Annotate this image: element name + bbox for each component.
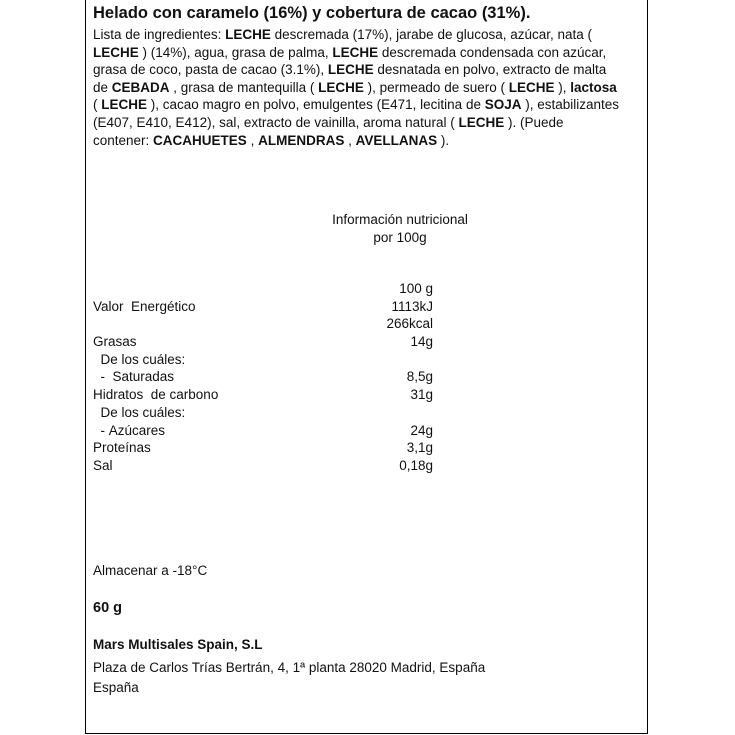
ingredient-text: descremada (17%), jarabe de glucosa, azúcar, nata ( (270, 27, 593, 42)
nutrient-name: - Azúcares (93, 422, 166, 438)
nutrition-row (93, 439, 433, 457)
ingredients-list (93, 26, 621, 149)
company-name: Mars Multisales Spain, S.L (93, 637, 263, 652)
nutrient-value: 8,5g (406, 369, 433, 385)
allergen-text: LECHE (332, 44, 379, 60)
nutrient-value: 0,18g (399, 457, 433, 473)
nutrient-name: De los cuáles: (93, 351, 186, 367)
allergen-text: CEBADA (111, 79, 170, 95)
allergen-text: CACAHUETES (153, 132, 247, 148)
company-address (93, 658, 485, 698)
nutrient-name: Grasas (93, 334, 137, 350)
net-weight: 60 g (93, 600, 123, 616)
ingredient-text: , grasa de mantequilla ( (169, 79, 319, 95)
nutrient-name: Valor Energético (93, 298, 196, 314)
nutrition-row (93, 315, 433, 333)
nutrition-header (300, 211, 500, 246)
nutrient-value: 3,1g (406, 440, 433, 456)
nutrient-value: 100 g (399, 281, 433, 296)
ingredient-text: ). (Puede contener: (93, 114, 564, 148)
nutrition-row (93, 333, 433, 351)
nutrition-row (93, 457, 433, 475)
nutrition-header-title: Información nutricional (332, 212, 468, 227)
nutrition-row (93, 351, 433, 369)
allergen-text: ALMENDRAS (258, 132, 345, 148)
ingredient-text: descremada condensada con azúcar, grasa de coco, pasta de cacao (3.1%), (93, 44, 607, 78)
nutrition-row (93, 368, 433, 386)
ingredient-text: , (246, 132, 259, 148)
nutrition-row (93, 404, 433, 422)
ingredient-text: Lista de ingredientes: (93, 27, 226, 42)
ingredient-text: ), (554, 79, 571, 95)
allergen-text: SOJA (484, 97, 522, 113)
nutrient-name: Sal (93, 457, 113, 473)
ingredient-text: ) (14%), agua, grasa de palma, (138, 44, 333, 60)
allergen-text: LECHE (318, 79, 364, 95)
nutrition-table (93, 280, 433, 475)
ingredient-text: desnatada en polvo, extracto de malta de (93, 62, 607, 95)
nutrition-row (93, 280, 433, 298)
nutrient-value: 266kcal (386, 316, 433, 332)
product-title: Helado con caramelo (16%) y cobertura de cacao (31%). (93, 4, 531, 22)
allergen-text: lactosa (570, 79, 617, 95)
nutrition-header-unit: por 100g (373, 229, 427, 245)
nutrient-value: 31g (410, 387, 433, 403)
nutrient-name: De los cuáles: (93, 404, 186, 420)
allergen-text: LECHE (327, 62, 374, 78)
allergen-text: LECHE (508, 79, 555, 95)
nutrition-row (93, 298, 433, 316)
nutrient-name: Hidratos de carbono (93, 387, 219, 403)
ingredient-text: ( (93, 97, 102, 113)
nutrient-value: 24g (410, 422, 433, 438)
ingredient-text: ), permeado de suero ( (363, 79, 509, 95)
nutrient-name: - Saturadas (93, 369, 175, 385)
nutrition-row (93, 422, 433, 440)
allergen-text: AVELLANAS (355, 132, 438, 148)
nutrient-value: 14g (410, 334, 433, 350)
nutrition-row (93, 386, 433, 404)
nutrient-value: 1113kJ (391, 298, 433, 314)
address-line-2: España (93, 680, 139, 695)
allergen-text: LECHE (225, 27, 271, 42)
ingredient-text: , (344, 132, 356, 148)
ingredient-text: ), cacao magro en polvo, emulgentes (E471, lecitina de (147, 97, 485, 113)
ingredient-text: ), estabilizantes (E407, E410, E412), sal, extracto de vainilla, aroma natural ( (93, 97, 620, 130)
nutrient-name: Proteínas (93, 440, 151, 456)
allergen-text: LECHE (458, 114, 505, 130)
allergen-text: LECHE (93, 44, 139, 60)
storage-instructions: Almacenar a -18°C (93, 563, 208, 578)
address-line-1: Plaza de Carlos Trías Bertrán, 4, 1ª planta 28020 Madrid, España (93, 660, 486, 675)
allergen-text: LECHE (101, 97, 148, 113)
ingredient-text: ). (437, 132, 450, 148)
